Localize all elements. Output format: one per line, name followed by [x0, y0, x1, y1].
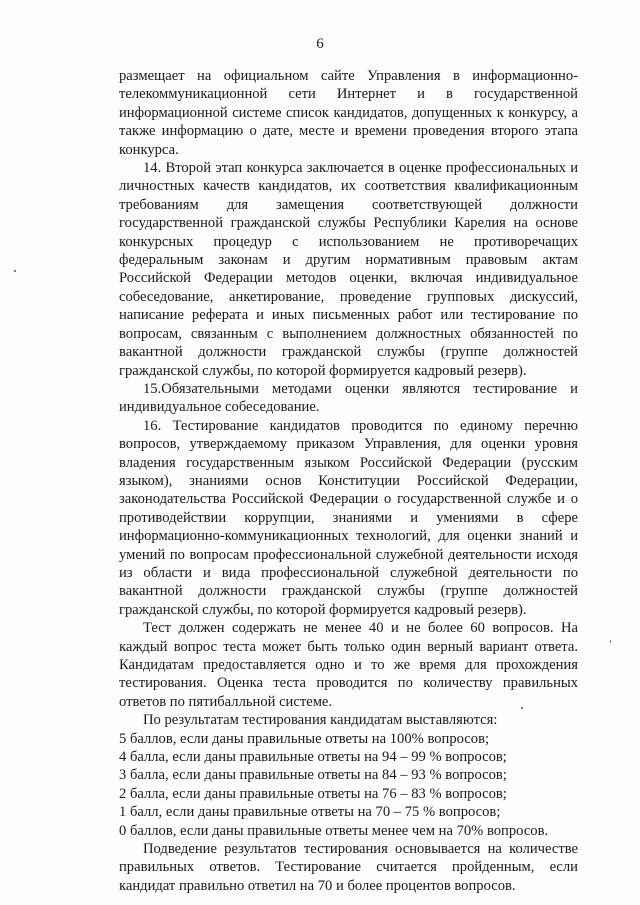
paragraph-continuation: размещает на официальном сайте Управления в информационно-телекоммуникационной сети Интернет и в государственной информационной системе список кандидатов, допущенных к конкурсу, а также информацию о дате, месте и времени проведения второго этапа конкурса.: [119, 68, 578, 158]
score-item: 3 балла, если даны правильные ответы на 84 – 93 % вопросов;: [119, 767, 507, 784]
scores-intro: По результатам тестирования кандидатам выставляются:: [143, 712, 498, 729]
paragraph-test-requirements: Тест должен содержать не менее 40 и не более 60 вопросов. На каждый вопрос теста может быть только один верный вариант ответа. Кандидатам предоставляется одно и то же время для прохождения тестирования. Оценка теста проводится по количеству правильных ответов по пятибалльной системе.: [119, 620, 578, 710]
paragraph-closing: Подведение результатов тестирования основывается на количестве правильных ответов. Тестирование считается пройденным, если кандидат правильно ответил на 70 и более процентов вопросов.: [119, 841, 578, 894]
score-item: 5 баллов, если даны правильные ответы на 100% вопросов;: [119, 730, 490, 747]
score-item: 4 балла, если даны правильные ответы на 94 – 99 % вопросов;: [119, 749, 507, 766]
document-body: [119, 67, 578, 895]
scan-speck: [14, 270, 16, 272]
paragraph-14: 14. Второй этап конкурса заключается в оценке профессиональных и личностных качеств кандидатов, их соответствия квалификационным требованиям для замещения соответствующей должности государственной гражданской службы Республики Карелия на основе конкурсных процедур с использованием не противоречащих федеральным законам и другим нормативным правовым актам Российской Федерации методов оценки, включая индивидуальное собеседование, анкетирование, проведение групповых дискуссий, написание реферата и иных письменных работ или тестирование по вопросам, связанным с выполнением должностных обязанностей по вакантной должности гражданской службы (группе должностей гражданской службы, по которой формируется кадровый резерв).: [119, 160, 578, 379]
score-item: 0 баллов, если даны правильные ответы менее чем на 70% вопросов.: [119, 822, 549, 839]
paragraph-15: 15.Обязательными методами оценки являются тестирование и индивидуальное собеседование.: [119, 380, 578, 416]
paragraph-16: 16. Тестирование кандидатов проводится по единому перечню вопросов, утверждаемому приказом Управления, для оценки уровня владения государственным языком Российской Федерации (русским языком), знаниями основ Конституции Российской Федерации, законодательства Российской Федерации о государственной службе и о противодействии коррупции, знаниями и умениями в сфере информационно-коммуникационных технологий, для оценки знаний и умений по вопросам профессиональной служебной деятельности исходя из области и вида профессиональной служебной деятельности по вакантной должности гражданской службы (группе должностей гражданской службы, по которой формируется кадровый резерв).: [119, 417, 578, 618]
scan-speck: [521, 707, 523, 709]
scan-speck: [610, 640, 611, 643]
page-number: 6: [316, 36, 324, 52]
scores-list: [119, 730, 578, 840]
score-item: 1 балл, если даны правильные ответы на 70 – 75 % вопросов;: [119, 804, 501, 821]
score-item: 2 балла, если даны правильные ответы на 76 – 83 % вопросов;: [119, 785, 507, 802]
